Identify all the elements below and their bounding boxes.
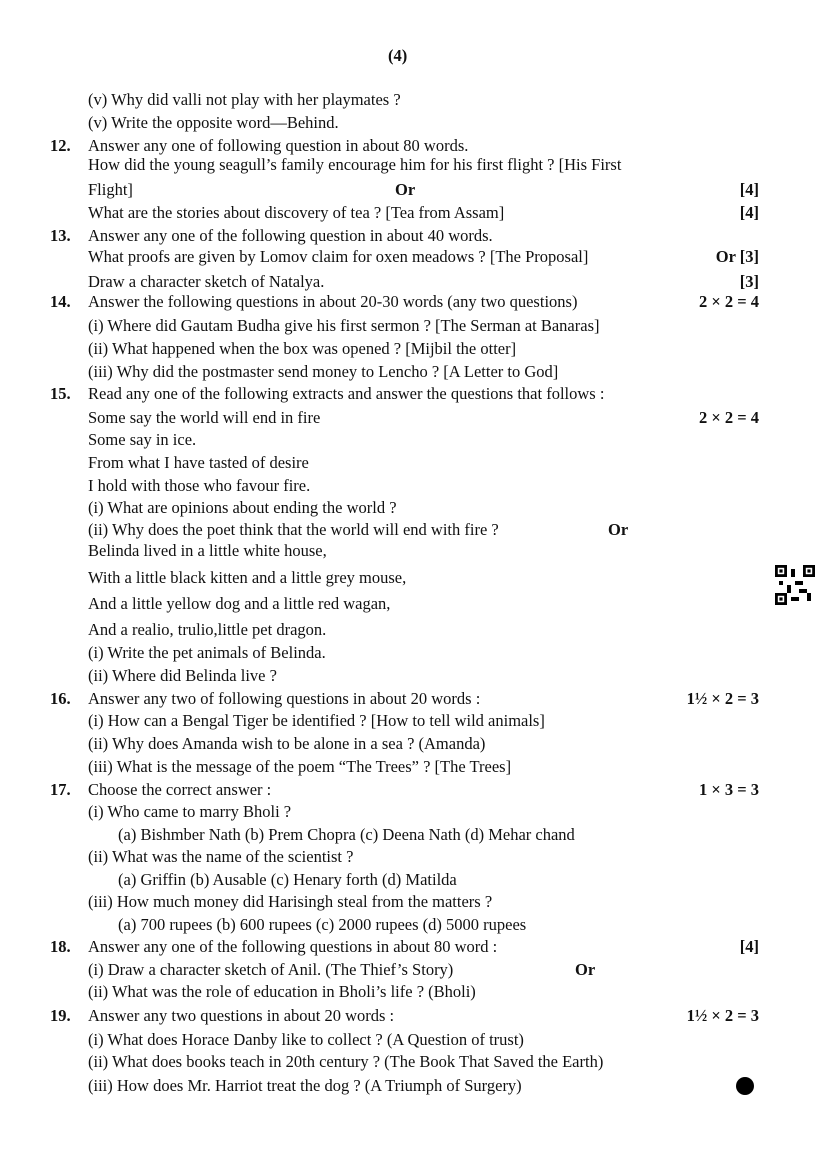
or-label: Or (608, 520, 629, 539)
marks-label: [3] (739, 272, 759, 291)
question-line: (i) Who came to marry Bholi ? (88, 802, 292, 821)
question-line: (i) Where did Gautam Budha give his first sermon ? [The Serman at Banaras] (88, 316, 600, 335)
question-number: 14. (50, 292, 71, 311)
question-heading: Choose the correct answer : (88, 780, 272, 799)
question-line: (ii) What does books teach in 20th century ? (The Book That Saved the Earth) (88, 1052, 604, 1071)
question-number: 16. (50, 689, 71, 708)
question-heading: Answer any two questions in about 20 words : (88, 1006, 395, 1025)
marks-label: 1½ × 2 = 3 (686, 689, 759, 708)
question-line: With a little black kitten and a little grey mouse, (88, 568, 407, 587)
or-label: Or (575, 960, 596, 979)
question-line: What proofs are given by Lomov claim for oxen meadows ? [The Proposal] (88, 247, 589, 266)
marks-label: 1 × 3 = 3 (698, 780, 759, 799)
question-heading: Read any one of the following extracts and answer the questions that follows : (88, 384, 605, 403)
answer-options: (a) Bishmber Nath (b) Prem Chopra (c) Deena Nath (d) Mehar chand (118, 825, 575, 844)
question-heading: Answer the following questions in about 20-30 words (any two questions) (88, 292, 578, 311)
answer-options: (a) 700 rupees (b) 600 rupees (c) 2000 rupees (d) 5000 rupees (118, 915, 527, 934)
question-line: And a little yellow dog and a little red wagan, (88, 594, 391, 613)
question-line: What are the stories about discovery of tea ? [Tea from Assam] (88, 203, 505, 222)
question-number: 19. (50, 1006, 71, 1025)
question-number: 18. (50, 937, 71, 956)
marks-label: Or [3] (715, 247, 759, 266)
marks-label: [4] (739, 203, 759, 222)
marks-label: [4] (739, 937, 759, 956)
question-line: (v) Why did valli not play with her playmates ? (88, 90, 401, 109)
question-line: I hold with those who favour fire. (88, 476, 311, 495)
question-heading: Answer any one of the following question in about 40 words. (88, 226, 493, 245)
question-line: (ii) What was the name of the scientist ? (88, 847, 354, 866)
question-number: 13. (50, 226, 71, 245)
page-number: (4) (388, 46, 408, 65)
marks-label: 2 × 2 = 4 (698, 292, 759, 311)
marks-label: [4] (739, 180, 759, 199)
question-line: (ii) Why does Amanda wish to be alone in a sea ? (Amanda) (88, 734, 486, 753)
question-heading: Answer any one of the following questions in about 80 word : (88, 937, 498, 956)
question-heading: Answer any one of following question in about 80 words. (88, 136, 469, 155)
black-dot-mark (736, 1077, 754, 1095)
question-line: (iii) How does Mr. Harriot treat the dog ? (A Triumph of Surgery) (88, 1076, 522, 1095)
question-line: (i) How can a Bengal Tiger be identified ? [How to tell wild animals] (88, 711, 545, 730)
question-line: (i) What are opinions about ending the world ? (88, 498, 397, 517)
question-number: 17. (50, 780, 71, 799)
question-line: (i) What does Horace Danby like to collect ? (A Question of trust) (88, 1030, 524, 1049)
question-line: (ii) What happened when the box was opened ? [Mijbil the otter] (88, 339, 517, 358)
question-line: (iii) Why did the postmaster send money to Lencho ? [A Letter to God] (88, 362, 559, 381)
question-line: Belinda lived in a little white house, (88, 541, 327, 560)
question-number: 15. (50, 384, 71, 403)
question-line: Some say in ice. (88, 430, 197, 449)
question-line: (ii) What was the role of education in Bholi’s life ? (Bholi) (88, 982, 476, 1001)
question-line: Some say the world will end in fire (88, 408, 321, 427)
question-line: And a realio, trulio,little pet dragon. (88, 620, 327, 639)
or-label: Or (395, 180, 416, 199)
question-line: (ii) Where did Belinda live ? (88, 666, 277, 685)
question-number: 12. (50, 136, 71, 155)
marks-label: 2 × 2 = 4 (698, 408, 759, 427)
question-line: (i) Write the pet animals of Belinda. (88, 643, 326, 662)
qr-code-icon (775, 565, 815, 605)
answer-options: (a) Griffin (b) Ausable (c) Henary forth (d) Matilda (118, 870, 457, 889)
question-line: (iii) What is the message of the poem “The Trees” ? [The Trees] (88, 757, 512, 776)
question-heading: Answer any two of following questions in about 20 words : (88, 689, 481, 708)
question-line: (i) Draw a character sketch of Anil. (The Thief’s Story) (88, 960, 454, 979)
question-line: (v) Write the opposite word—Behind. (88, 113, 339, 132)
marks-label: 1½ × 2 = 3 (686, 1006, 759, 1025)
question-line: How did the young seagull’s family encourage him for his first flight ? [His First (88, 155, 622, 174)
question-line: Draw a character sketch of Natalya. (88, 272, 325, 291)
question-line: Flight] (88, 180, 133, 199)
question-line: From what I have tasted of desire (88, 453, 309, 472)
question-line: (ii) Why does the poet think that the world will end with fire ? (88, 520, 499, 539)
question-line: (iii) How much money did Harisingh steal from the matters ? (88, 892, 493, 911)
